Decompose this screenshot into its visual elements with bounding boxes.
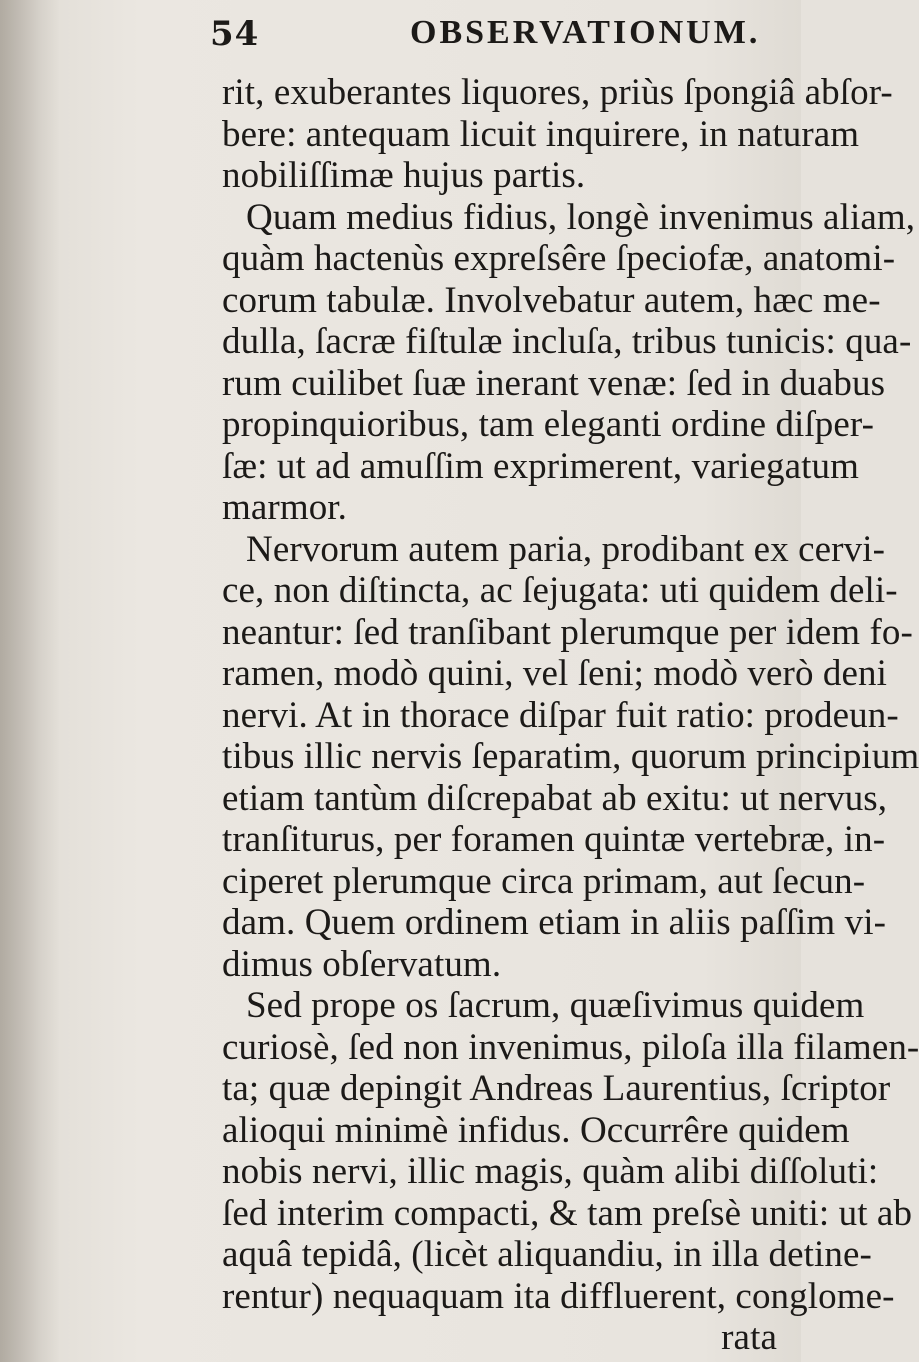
text-line: dam. Quem ordinem etiam in aliis paſſim vi- bbox=[222, 902, 886, 943]
running-title: OBSERVATIONUM. bbox=[410, 14, 761, 51]
text-line: rit, exuberantes liquores, priùs ſpongiâ abſor- bbox=[222, 72, 893, 113]
text-line: nervi. At in thorace diſpar fuit ratio: prodeun- bbox=[222, 694, 899, 736]
text-line: aquâ tepidâ, (licèt aliquandiu, in illa detine- bbox=[222, 1234, 872, 1275]
page-number: 54 bbox=[210, 14, 260, 54]
text-line: bere: antequam licuit inquirere, in naturam bbox=[222, 113, 860, 155]
text-line: tibus illic nervis ſeparatim, quorum principium bbox=[222, 736, 919, 777]
text-line: ramen, modò quini, vel ſeni; modò verò deni bbox=[222, 653, 888, 694]
text-line: Quam medius fidius, longè invenimus aliam, bbox=[246, 196, 916, 238]
text-line: marmor. bbox=[222, 487, 348, 528]
text-line: etiam tantùm diſcrepabat ab exitu: ut nervus, bbox=[222, 777, 888, 819]
text-line: nobis nervi, illic magis, quàm alibi diſſoluti: bbox=[222, 1151, 879, 1192]
text-line: alioqui minimè infidus. Occurrêre quidem bbox=[222, 1109, 850, 1151]
text-line: Sed prope os ſacrum, quæſivimus quidem bbox=[246, 985, 865, 1026]
text-line: nobiliſſimæ hujus partis. bbox=[222, 155, 586, 196]
gutter-shadow bbox=[0, 0, 60, 1362]
body-text bbox=[222, 72, 919, 1359]
text-line: tranſiturus, per foramen quintæ vertebræ, in- bbox=[222, 819, 886, 860]
text-line: curiosè, ſed non invenimus, piloſa illa filamen- bbox=[222, 1026, 919, 1068]
text-line: ce, non diſtincta, ac ſejugata: uti quidem deli- bbox=[222, 570, 898, 611]
catchword: rata bbox=[721, 1317, 777, 1358]
text-line: dimus obſervatum. bbox=[222, 943, 502, 985]
text-line: neantur: ſed tranſibant plerumque per idem fo- bbox=[222, 611, 913, 653]
text-line: propinquioribus, tam eleganti ordine diſper- bbox=[222, 404, 875, 445]
text-line: corum tabulæ. Involvebatur autem, hæc me- bbox=[222, 279, 881, 321]
text-line: quàm hactenùs expreſsêre ſpeciofæ, anatomi- bbox=[222, 238, 896, 279]
text-line: rum cuilibet ſuæ inerant venæ: ſed in duabus bbox=[222, 362, 886, 404]
text-line: ta; quæ depingit Andreas Laurentius, ſcriptor bbox=[222, 1068, 891, 1109]
text-line: rentur) nequaquam ita diffluerent, conglome- bbox=[222, 1275, 895, 1317]
text-line: ciperet plerumque circa primam, aut ſecun- bbox=[222, 860, 866, 902]
text-line: dulla, ſacræ fiſtulæ incluſa, tribus tunicis: qua- bbox=[222, 321, 912, 362]
text-line: Nervorum autem paria, prodibant ex cervi- bbox=[246, 528, 886, 570]
text-line: ſæ: ut ad amuſſim exprimerent, variegatum bbox=[222, 445, 860, 487]
text-line: ſed interim compacti, & tam preſsè uniti: ut ab bbox=[222, 1192, 913, 1234]
running-head bbox=[210, 10, 790, 60]
